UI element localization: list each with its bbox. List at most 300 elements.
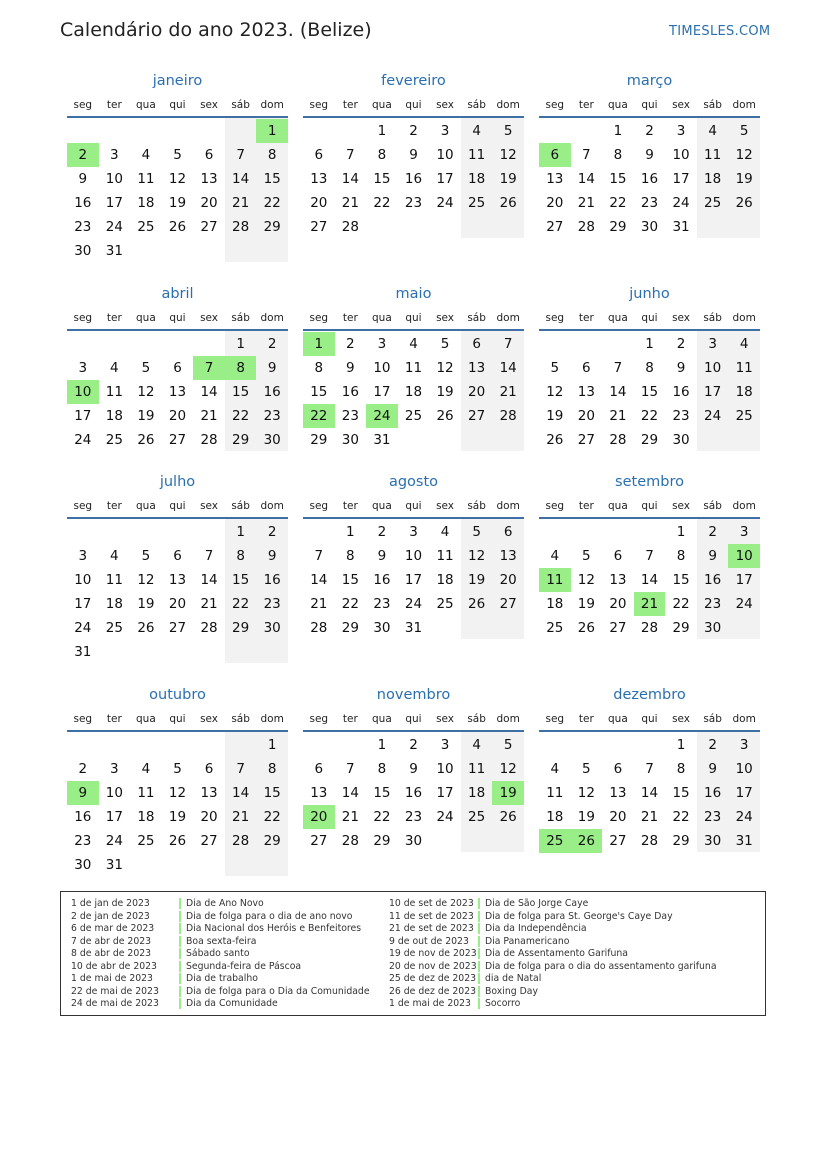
- day-cell[interactable]: 13: [310, 785, 328, 801]
- day-cell[interactable]: 23: [263, 408, 281, 424]
- day-cell[interactable]: 13: [577, 384, 595, 400]
- holiday-day[interactable]: 19: [492, 781, 524, 805]
- day-cell[interactable]: 27: [468, 408, 486, 424]
- day-cell[interactable]: 26: [137, 432, 155, 448]
- day-cell[interactable]: 29: [640, 432, 659, 448]
- day-cell[interactable]: 4: [440, 524, 450, 540]
- day-cell[interactable]: 21: [577, 195, 595, 211]
- day-cell[interactable]: 20: [609, 809, 627, 825]
- day-cell[interactable]: 17: [105, 195, 123, 211]
- day-cell[interactable]: 4: [141, 147, 151, 163]
- day-cell[interactable]: 13: [609, 572, 627, 588]
- holiday-day[interactable]: 10: [728, 544, 760, 568]
- day-cell[interactable]: 14: [232, 785, 250, 801]
- holiday-day[interactable]: 21: [634, 592, 666, 616]
- day-cell[interactable]: 13: [200, 785, 218, 801]
- day-cell[interactable]: 27: [200, 833, 218, 849]
- day-cell[interactable]: 15: [373, 785, 391, 801]
- day-cell[interactable]: 14: [609, 384, 627, 400]
- day-cell[interactable]: 21: [200, 408, 218, 424]
- day-cell[interactable]: 4: [472, 737, 481, 753]
- day-cell[interactable]: 7: [645, 761, 654, 777]
- day-cell[interactable]: 11: [436, 548, 454, 564]
- day-cell[interactable]: 21: [640, 809, 659, 825]
- day-cell[interactable]: 9: [708, 548, 717, 564]
- day-cell[interactable]: 2: [78, 761, 88, 777]
- day-cell[interactable]: 7: [314, 548, 324, 564]
- day-cell[interactable]: 24: [436, 809, 454, 825]
- day-cell[interactable]: 21: [310, 596, 328, 612]
- day-cell[interactable]: 5: [173, 147, 182, 163]
- day-cell[interactable]: 19: [546, 408, 564, 424]
- day-cell[interactable]: 16: [74, 809, 92, 825]
- day-cell[interactable]: 21: [232, 195, 250, 211]
- day-cell[interactable]: 22: [232, 408, 250, 424]
- day-cell[interactable]: 13: [499, 548, 517, 564]
- day-cell[interactable]: 31: [105, 243, 123, 259]
- day-cell[interactable]: 20: [499, 572, 517, 588]
- day-cell[interactable]: 20: [577, 408, 595, 424]
- day-cell[interactable]: 14: [499, 360, 517, 376]
- day-cell[interactable]: 30: [74, 857, 92, 873]
- day-cell[interactable]: 25: [735, 408, 753, 424]
- day-cell[interactable]: 1: [676, 737, 686, 753]
- day-cell[interactable]: 28: [341, 219, 359, 235]
- day-cell[interactable]: 22: [373, 195, 391, 211]
- holiday-day[interactable]: 1: [303, 332, 335, 356]
- day-cell[interactable]: 13: [609, 785, 627, 801]
- holiday-day[interactable]: 20: [303, 805, 335, 829]
- day-cell[interactable]: 25: [105, 432, 123, 448]
- day-cell[interactable]: 4: [550, 548, 560, 564]
- day-cell[interactable]: 1: [645, 336, 654, 352]
- day-cell[interactable]: 14: [232, 171, 250, 187]
- day-cell[interactable]: 16: [640, 171, 659, 187]
- day-cell[interactable]: 2: [708, 737, 717, 753]
- day-cell[interactable]: 29: [609, 219, 627, 235]
- day-cell[interactable]: 2: [267, 336, 277, 352]
- day-cell[interactable]: 18: [404, 384, 423, 400]
- day-cell[interactable]: 29: [672, 833, 690, 849]
- day-cell[interactable]: 15: [341, 572, 359, 588]
- day-cell[interactable]: 13: [546, 171, 564, 187]
- day-cell[interactable]: 28: [200, 432, 218, 448]
- day-cell[interactable]: 7: [645, 548, 654, 564]
- day-cell[interactable]: 9: [409, 761, 418, 777]
- day-cell[interactable]: 23: [404, 809, 423, 825]
- day-cell[interactable]: 15: [263, 171, 281, 187]
- day-cell[interactable]: 17: [436, 171, 454, 187]
- day-cell[interactable]: 25: [404, 408, 423, 424]
- day-cell[interactable]: 6: [173, 548, 182, 564]
- day-cell[interactable]: 17: [404, 572, 423, 588]
- day-cell[interactable]: 10: [704, 360, 722, 376]
- day-cell[interactable]: 9: [78, 171, 88, 187]
- day-cell[interactable]: 9: [409, 147, 418, 163]
- day-cell[interactable]: 18: [704, 171, 722, 187]
- day-cell[interactable]: 29: [263, 219, 281, 235]
- day-cell[interactable]: 11: [105, 384, 123, 400]
- day-cell[interactable]: 24: [436, 195, 454, 211]
- day-cell[interactable]: 28: [200, 620, 218, 636]
- day-cell[interactable]: 3: [78, 360, 88, 376]
- day-cell[interactable]: 16: [74, 195, 92, 211]
- day-cell[interactable]: 7: [613, 360, 623, 376]
- day-cell[interactable]: 2: [377, 524, 387, 540]
- day-cell[interactable]: 26: [546, 432, 564, 448]
- day-cell[interactable]: 13: [168, 384, 187, 400]
- day-cell[interactable]: 1: [236, 524, 245, 540]
- holiday-day[interactable]: 22: [303, 404, 335, 428]
- day-cell[interactable]: 22: [640, 408, 659, 424]
- day-cell[interactable]: 25: [468, 809, 486, 825]
- day-cell[interactable]: 26: [735, 195, 753, 211]
- day-cell[interactable]: 3: [676, 123, 686, 139]
- day-cell[interactable]: 9: [377, 548, 387, 564]
- day-cell[interactable]: 29: [672, 620, 690, 636]
- day-cell[interactable]: 7: [346, 761, 355, 777]
- day-cell[interactable]: 11: [735, 360, 753, 376]
- day-cell[interactable]: 28: [232, 833, 250, 849]
- day-cell[interactable]: 15: [672, 572, 690, 588]
- site-link[interactable]: TIMESLES.COM: [669, 24, 771, 39]
- day-cell[interactable]: 26: [168, 833, 187, 849]
- day-cell[interactable]: 5: [472, 524, 481, 540]
- day-cell[interactable]: 10: [436, 147, 454, 163]
- day-cell[interactable]: 31: [672, 219, 690, 235]
- day-cell[interactable]: 31: [74, 644, 92, 660]
- day-cell[interactable]: 5: [503, 123, 513, 139]
- day-cell[interactable]: 8: [267, 761, 277, 777]
- day-cell[interactable]: 10: [74, 572, 92, 588]
- day-cell[interactable]: 24: [74, 620, 92, 636]
- day-cell[interactable]: 5: [503, 737, 513, 753]
- day-cell[interactable]: 15: [263, 785, 281, 801]
- day-cell[interactable]: 2: [409, 123, 418, 139]
- day-cell[interactable]: 29: [341, 620, 359, 636]
- day-cell[interactable]: 6: [314, 761, 324, 777]
- day-cell[interactable]: 1: [377, 123, 387, 139]
- day-cell[interactable]: 22: [263, 809, 281, 825]
- day-cell[interactable]: 3: [110, 761, 119, 777]
- day-cell[interactable]: 1: [676, 524, 686, 540]
- holiday-day[interactable]: 10: [67, 380, 99, 404]
- day-cell[interactable]: 6: [204, 761, 214, 777]
- day-cell[interactable]: 11: [704, 147, 722, 163]
- day-cell[interactable]: 8: [377, 147, 387, 163]
- day-cell[interactable]: 11: [468, 761, 486, 777]
- day-cell[interactable]: 30: [74, 243, 92, 259]
- day-cell[interactable]: 6: [582, 360, 591, 376]
- day-cell[interactable]: 16: [263, 384, 281, 400]
- day-cell[interactable]: 30: [704, 833, 722, 849]
- day-cell[interactable]: 3: [440, 123, 450, 139]
- day-cell[interactable]: 9: [346, 360, 355, 376]
- day-cell[interactable]: 16: [404, 785, 423, 801]
- day-cell[interactable]: 12: [499, 147, 517, 163]
- day-cell[interactable]: 5: [582, 761, 591, 777]
- day-cell[interactable]: 9: [676, 360, 686, 376]
- day-cell[interactable]: 6: [314, 147, 324, 163]
- day-cell[interactable]: 16: [704, 572, 722, 588]
- day-cell[interactable]: 12: [735, 147, 753, 163]
- day-cell[interactable]: 8: [267, 147, 277, 163]
- day-cell[interactable]: 18: [735, 384, 753, 400]
- day-cell[interactable]: 28: [640, 833, 659, 849]
- day-cell[interactable]: 5: [550, 360, 560, 376]
- day-cell[interactable]: 22: [672, 809, 690, 825]
- day-cell[interactable]: 12: [436, 360, 454, 376]
- day-cell[interactable]: 19: [577, 809, 595, 825]
- day-cell[interactable]: 5: [739, 123, 749, 139]
- day-cell[interactable]: 2: [676, 336, 686, 352]
- holiday-day[interactable]: 9: [67, 781, 99, 805]
- day-cell[interactable]: 29: [373, 833, 391, 849]
- day-cell[interactable]: 2: [267, 524, 277, 540]
- day-cell[interactable]: 25: [436, 596, 454, 612]
- day-cell[interactable]: 14: [200, 572, 218, 588]
- day-cell[interactable]: 23: [341, 408, 359, 424]
- day-cell[interactable]: 17: [373, 384, 391, 400]
- day-cell[interactable]: 7: [236, 147, 245, 163]
- day-cell[interactable]: 9: [645, 147, 654, 163]
- day-cell[interactable]: 22: [609, 195, 627, 211]
- holiday-day[interactable]: 6: [539, 143, 571, 167]
- day-cell[interactable]: 21: [341, 195, 359, 211]
- day-cell[interactable]: 30: [341, 432, 359, 448]
- day-cell[interactable]: 17: [74, 596, 92, 612]
- day-cell[interactable]: 19: [499, 171, 517, 187]
- day-cell[interactable]: 25: [546, 620, 564, 636]
- day-cell[interactable]: 13: [200, 171, 218, 187]
- holiday-day[interactable]: 8: [225, 356, 257, 380]
- day-cell[interactable]: 15: [232, 572, 250, 588]
- day-cell[interactable]: 19: [137, 596, 155, 612]
- day-cell[interactable]: 29: [232, 432, 250, 448]
- day-cell[interactable]: 6: [613, 761, 623, 777]
- day-cell[interactable]: 12: [499, 761, 517, 777]
- day-cell[interactable]: 30: [704, 620, 722, 636]
- day-cell[interactable]: 3: [440, 737, 450, 753]
- day-cell[interactable]: 4: [550, 761, 560, 777]
- day-cell[interactable]: 11: [404, 360, 423, 376]
- day-cell[interactable]: 4: [708, 123, 717, 139]
- day-cell[interactable]: 27: [577, 432, 595, 448]
- day-cell[interactable]: 12: [577, 785, 595, 801]
- day-cell[interactable]: 24: [704, 408, 722, 424]
- day-cell[interactable]: 12: [546, 384, 564, 400]
- day-cell[interactable]: 25: [137, 833, 155, 849]
- day-cell[interactable]: 8: [676, 761, 686, 777]
- day-cell[interactable]: 8: [346, 548, 355, 564]
- day-cell[interactable]: 23: [672, 408, 690, 424]
- day-cell[interactable]: 15: [310, 384, 328, 400]
- day-cell[interactable]: 26: [499, 809, 517, 825]
- day-cell[interactable]: 5: [582, 548, 591, 564]
- day-cell[interactable]: 13: [468, 360, 486, 376]
- day-cell[interactable]: 14: [640, 572, 659, 588]
- day-cell[interactable]: 6: [503, 524, 513, 540]
- day-cell[interactable]: 26: [137, 620, 155, 636]
- day-cell[interactable]: 20: [468, 384, 486, 400]
- holiday-day[interactable]: 2: [67, 143, 99, 167]
- day-cell[interactable]: 28: [609, 432, 627, 448]
- day-cell[interactable]: 26: [577, 620, 595, 636]
- day-cell[interactable]: 8: [377, 761, 387, 777]
- day-cell[interactable]: 17: [672, 171, 690, 187]
- day-cell[interactable]: 11: [105, 572, 123, 588]
- day-cell[interactable]: 2: [346, 336, 355, 352]
- day-cell[interactable]: 10: [672, 147, 690, 163]
- day-cell[interactable]: 1: [346, 524, 355, 540]
- day-cell[interactable]: 27: [200, 219, 218, 235]
- day-cell[interactable]: 23: [373, 596, 391, 612]
- day-cell[interactable]: 22: [373, 809, 391, 825]
- holiday-day[interactable]: 11: [539, 568, 571, 592]
- day-cell[interactable]: 3: [377, 336, 387, 352]
- day-cell[interactable]: 22: [232, 596, 250, 612]
- day-cell[interactable]: 18: [105, 596, 123, 612]
- day-cell[interactable]: 19: [137, 408, 155, 424]
- day-cell[interactable]: 1: [267, 737, 277, 753]
- day-cell[interactable]: 18: [105, 408, 123, 424]
- day-cell[interactable]: 26: [468, 596, 486, 612]
- day-cell[interactable]: 27: [609, 620, 627, 636]
- day-cell[interactable]: 19: [168, 809, 187, 825]
- day-cell[interactable]: 19: [436, 384, 454, 400]
- day-cell[interactable]: 31: [373, 432, 391, 448]
- day-cell[interactable]: 30: [263, 620, 281, 636]
- day-cell[interactable]: 20: [546, 195, 564, 211]
- day-cell[interactable]: 27: [310, 833, 328, 849]
- day-cell[interactable]: 27: [546, 219, 564, 235]
- day-cell[interactable]: 30: [640, 219, 659, 235]
- day-cell[interactable]: 11: [137, 171, 155, 187]
- day-cell[interactable]: 3: [739, 524, 749, 540]
- day-cell[interactable]: 16: [704, 785, 722, 801]
- day-cell[interactable]: 23: [704, 596, 722, 612]
- day-cell[interactable]: 31: [735, 833, 753, 849]
- day-cell[interactable]: 20: [200, 195, 218, 211]
- day-cell[interactable]: 24: [105, 219, 123, 235]
- day-cell[interactable]: 8: [676, 548, 686, 564]
- day-cell[interactable]: 28: [310, 620, 328, 636]
- day-cell[interactable]: 17: [704, 384, 722, 400]
- day-cell[interactable]: 19: [735, 171, 753, 187]
- day-cell[interactable]: 10: [105, 171, 123, 187]
- day-cell[interactable]: 20: [168, 408, 187, 424]
- day-cell[interactable]: 11: [468, 147, 486, 163]
- day-cell[interactable]: 26: [436, 408, 454, 424]
- day-cell[interactable]: 16: [404, 171, 423, 187]
- day-cell[interactable]: 18: [137, 809, 155, 825]
- holiday-day[interactable]: 24: [366, 404, 398, 428]
- day-cell[interactable]: 19: [468, 572, 486, 588]
- day-cell[interactable]: 16: [341, 384, 359, 400]
- day-cell[interactable]: 21: [499, 384, 517, 400]
- day-cell[interactable]: 20: [609, 596, 627, 612]
- holiday-day[interactable]: 7: [193, 356, 225, 380]
- day-cell[interactable]: 3: [78, 548, 88, 564]
- day-cell[interactable]: 21: [341, 809, 359, 825]
- day-cell[interactable]: 2: [708, 524, 717, 540]
- day-cell[interactable]: 30: [404, 833, 423, 849]
- day-cell[interactable]: 12: [168, 171, 187, 187]
- day-cell[interactable]: 13: [168, 572, 187, 588]
- day-cell[interactable]: 5: [141, 360, 151, 376]
- day-cell[interactable]: 7: [582, 147, 591, 163]
- day-cell[interactable]: 17: [105, 809, 123, 825]
- day-cell[interactable]: 25: [704, 195, 722, 211]
- holiday-day[interactable]: 1: [256, 119, 288, 143]
- day-cell[interactable]: 14: [310, 572, 328, 588]
- day-cell[interactable]: 1: [377, 737, 387, 753]
- day-cell[interactable]: 15: [232, 384, 250, 400]
- day-cell[interactable]: 10: [404, 548, 423, 564]
- day-cell[interactable]: 28: [499, 408, 517, 424]
- day-cell[interactable]: 25: [105, 620, 123, 636]
- day-cell[interactable]: 14: [341, 785, 359, 801]
- day-cell[interactable]: 2: [645, 123, 654, 139]
- day-cell[interactable]: 29: [263, 833, 281, 849]
- day-cell[interactable]: 9: [267, 548, 277, 564]
- day-cell[interactable]: 3: [708, 336, 717, 352]
- day-cell[interactable]: 22: [263, 195, 281, 211]
- day-cell[interactable]: 14: [640, 785, 659, 801]
- day-cell[interactable]: 3: [110, 147, 119, 163]
- day-cell[interactable]: 18: [468, 785, 486, 801]
- day-cell[interactable]: 27: [499, 596, 517, 612]
- day-cell[interactable]: 16: [672, 384, 690, 400]
- day-cell[interactable]: 28: [577, 219, 595, 235]
- day-cell[interactable]: 10: [373, 360, 391, 376]
- day-cell[interactable]: 8: [613, 147, 623, 163]
- day-cell[interactable]: 12: [577, 572, 595, 588]
- day-cell[interactable]: 27: [310, 219, 328, 235]
- day-cell[interactable]: 26: [499, 195, 517, 211]
- holiday-day[interactable]: 26: [571, 829, 603, 853]
- day-cell[interactable]: 20: [168, 596, 187, 612]
- day-cell[interactable]: 12: [137, 572, 155, 588]
- day-cell[interactable]: 1: [613, 123, 623, 139]
- day-cell[interactable]: 6: [204, 147, 214, 163]
- holiday-day[interactable]: 25: [539, 829, 571, 853]
- day-cell[interactable]: 8: [236, 548, 245, 564]
- day-cell[interactable]: 1: [236, 336, 245, 352]
- day-cell[interactable]: 7: [503, 336, 513, 352]
- day-cell[interactable]: 14: [200, 384, 218, 400]
- day-cell[interactable]: 4: [110, 548, 119, 564]
- day-cell[interactable]: 25: [468, 195, 486, 211]
- day-cell[interactable]: 31: [105, 857, 123, 873]
- day-cell[interactable]: 23: [74, 219, 92, 235]
- day-cell[interactable]: 18: [468, 171, 486, 187]
- day-cell[interactable]: 22: [672, 596, 690, 612]
- day-cell[interactable]: 20: [310, 195, 328, 211]
- day-cell[interactable]: 17: [735, 785, 753, 801]
- day-cell[interactable]: 27: [609, 833, 627, 849]
- day-cell[interactable]: 18: [436, 572, 454, 588]
- day-cell[interactable]: 19: [168, 195, 187, 211]
- day-cell[interactable]: 28: [341, 833, 359, 849]
- day-cell[interactable]: 30: [263, 432, 281, 448]
- day-cell[interactable]: 10: [735, 761, 753, 777]
- day-cell[interactable]: 31: [404, 620, 423, 636]
- day-cell[interactable]: 23: [74, 833, 92, 849]
- day-cell[interactable]: 11: [137, 785, 155, 801]
- day-cell[interactable]: 10: [105, 785, 123, 801]
- day-cell[interactable]: 10: [436, 761, 454, 777]
